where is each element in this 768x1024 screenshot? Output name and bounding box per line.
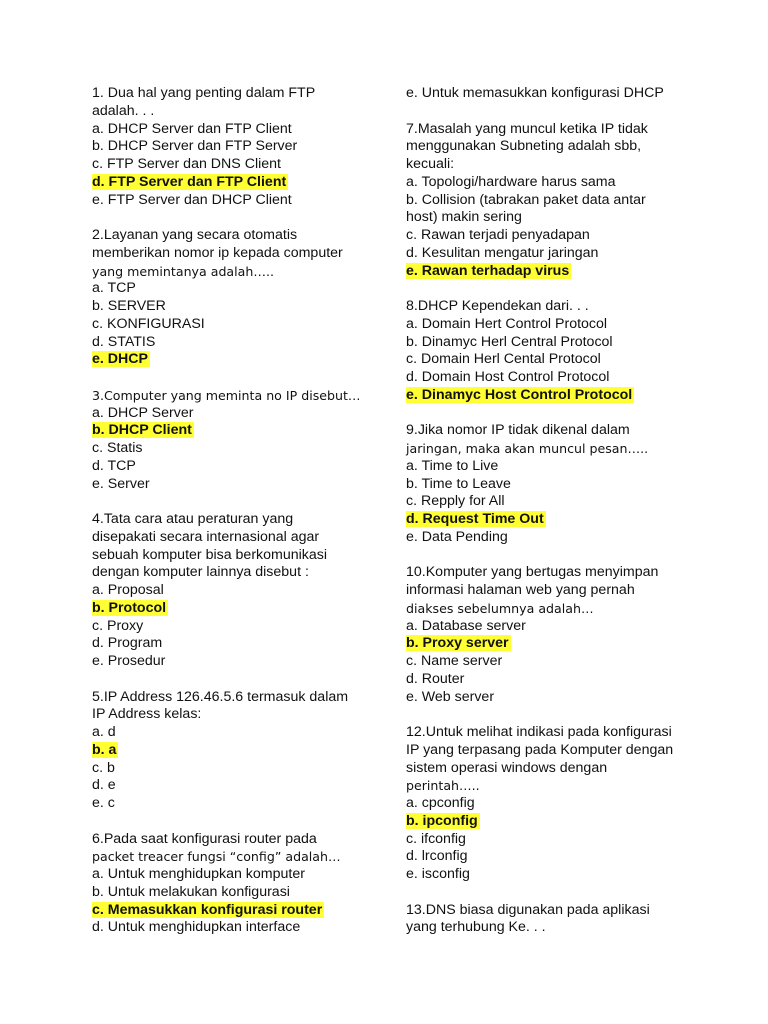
highlighted-answer-text: b. a (92, 741, 117, 758)
text-line (406, 85, 706, 103)
line-text: d. TCP (92, 457, 136, 474)
text-line (92, 582, 392, 600)
text-line (406, 440, 706, 458)
line-text: perintah….. (406, 778, 480, 794)
line-text: a. Domain Hert Control Protocol (406, 315, 608, 332)
text-line (406, 724, 706, 742)
text-line (406, 422, 706, 440)
answer-line (92, 174, 392, 192)
line-text: sistem operasi windows dengan (406, 759, 608, 776)
line-text: b. Time to Leave (406, 475, 511, 492)
text-line (406, 564, 706, 582)
line-text: diakses sebelumnya adalah… (406, 600, 594, 616)
line-text: 13.DNS biasa digunakan pada aplikasi (406, 901, 650, 918)
text-line (406, 902, 706, 920)
text-line (92, 635, 392, 653)
text-line (406, 795, 706, 813)
text-line (92, 848, 392, 866)
text-line (406, 760, 706, 778)
line-text: d. Domain Host Control Protocol (406, 369, 610, 385)
line-text: e. c (92, 795, 115, 811)
text-line (406, 742, 706, 760)
text-line (406, 121, 706, 139)
line-text: dengan komputer lainnya disebut : (92, 564, 309, 581)
highlighted-answer-text: b. ipconfig (406, 812, 478, 829)
blank-line (92, 671, 392, 689)
answer-line (406, 511, 706, 529)
highlighted-answer-text: e. Dinamyc Host Control Protocol (406, 386, 633, 403)
left-column (92, 85, 392, 937)
text-line (92, 618, 392, 636)
blank-line (92, 369, 392, 387)
text-line (92, 706, 392, 724)
line-text: yang memintanya adalah….. (92, 263, 274, 279)
answer-line (406, 263, 706, 281)
line-text: a. cpconfig (406, 795, 475, 811)
answer-line (92, 902, 392, 920)
answer-line (406, 635, 706, 653)
text-line (92, 777, 392, 795)
blank-line (406, 103, 706, 121)
blank-line (406, 405, 706, 423)
text-line (92, 85, 392, 103)
text-line (92, 724, 392, 742)
line-text: 3.Computer yang meminta no IP disebut… (92, 387, 361, 403)
text-line (92, 653, 392, 671)
text-line (92, 334, 392, 352)
text-line (406, 848, 706, 866)
text-line (92, 103, 392, 121)
line-text: e. FTP Server dan DHCP Client (92, 191, 292, 208)
line-text: 8.DHCP Kependekan dari. . . (406, 298, 589, 314)
answer-line (92, 600, 392, 618)
text-line (406, 493, 706, 511)
line-text: b. DHCP Server dan FTP Server (92, 138, 298, 155)
text-line (92, 138, 392, 156)
text-line (92, 458, 392, 476)
text-line (406, 174, 706, 192)
line-text: b. Dinamyc Herl Central Protocol (406, 333, 613, 350)
text-line (406, 227, 706, 245)
highlighted-answer-text: c. Memasukkan konfigurasi router (92, 901, 323, 918)
line-text: a. DHCP Server (92, 404, 194, 421)
line-text: c. Rawan terjadi penyadapan (406, 227, 590, 243)
text-line (406, 156, 706, 174)
line-text: c. Proxy (92, 617, 144, 634)
text-line (406, 618, 706, 636)
text-line (406, 831, 706, 849)
line-text: host) makin sering (406, 209, 522, 226)
blank-line (406, 547, 706, 565)
highlighted-answer-text: e. DHCP (92, 351, 148, 368)
line-text: a. Database server (406, 617, 526, 634)
line-text: a. Topologi/hardware harus sama (406, 173, 616, 190)
text-line (92, 689, 392, 707)
text-line (92, 529, 392, 547)
text-line (92, 227, 392, 245)
highlighted-answer-text: b. Proxy server (406, 635, 509, 652)
text-line (92, 884, 392, 902)
line-text: c. ifconfig (406, 830, 466, 847)
text-line (406, 316, 706, 334)
text-line (406, 777, 706, 795)
line-text: 1. Dua hal yang penting dalam FTP (92, 85, 316, 101)
text-line (92, 440, 392, 458)
line-text: jaringan, maka akan muncul pesan….. (406, 441, 649, 456)
line-text: informasi halaman web yang pernah (406, 582, 635, 598)
answer-line (406, 813, 706, 831)
highlighted-answer-text: d. FTP Server dan FTP Client (92, 173, 287, 190)
line-text: 12.Untuk melihat indikasi pada konfigurasi (406, 724, 672, 740)
text-line (92, 316, 392, 334)
text-line (92, 280, 392, 298)
text-line (406, 334, 706, 352)
text-line (406, 458, 706, 476)
text-line (92, 298, 392, 316)
blank-line (406, 280, 706, 298)
line-text: a. Proposal (92, 582, 164, 598)
line-text: 5.IP Address 126.46.5.6 termasuk dalam (92, 688, 349, 705)
text-line (92, 405, 392, 423)
line-text: menggunakan Subneting adalah sbb, (406, 138, 642, 155)
blank-line (92, 493, 392, 511)
line-text: a. Untuk menghidupkan komputer (92, 866, 305, 882)
line-text: d. STATIS (92, 333, 156, 350)
line-text: a. d (92, 724, 116, 740)
text-line (92, 760, 392, 778)
highlighted-answer-text: e. Rawan terhadap virus (406, 262, 570, 279)
line-text: 7.Masalah yang muncul ketika IP tidak (406, 120, 648, 137)
blank-line (406, 706, 706, 724)
line-text: kecuali: (406, 156, 455, 172)
text-line (92, 831, 392, 849)
text-line (406, 582, 706, 600)
line-text: d. lrconfig (406, 848, 468, 865)
text-line (406, 653, 706, 671)
text-line (92, 547, 392, 565)
line-text: c. Name server (406, 653, 503, 669)
line-text: a. TCP (92, 280, 136, 297)
text-line (92, 866, 392, 884)
line-text: IP Address kelas: (92, 706, 202, 723)
highlighted-answer-text: b. DHCP Client (92, 422, 192, 439)
line-text: c. Repply for All (406, 493, 505, 510)
blank-line (406, 884, 706, 902)
line-text: c. FTP Server dan DNS Client (92, 156, 281, 172)
line-text: b. SERVER (92, 298, 166, 314)
line-text: e. isconfig (406, 866, 470, 882)
text-line (406, 138, 706, 156)
text-line (406, 866, 706, 884)
text-line (92, 511, 392, 529)
text-line (406, 689, 706, 707)
line-text: c. KONFIGURASI (92, 315, 205, 332)
line-text: c. Statis (92, 440, 143, 456)
text-line (406, 245, 706, 263)
line-text: yang terhubung Ke. . . (406, 919, 546, 936)
line-text: adalah. . . (92, 102, 155, 119)
line-text: memberikan nomor ip kepada computer (92, 244, 343, 261)
line-text: disepakati secara internasional agar (92, 528, 320, 545)
text-line (92, 476, 392, 494)
line-text: packet treacer fungsi “config” adalah… (92, 849, 341, 865)
text-line (92, 564, 392, 582)
text-line (406, 351, 706, 369)
blank-line (92, 813, 392, 831)
line-text: e. Untuk memasukkan konfigurasi DHCP (406, 85, 664, 101)
line-text: c. Domain Herl Cental Protocol (406, 351, 601, 368)
highlighted-answer-text: d. Request Time Out (406, 511, 544, 527)
line-text: e. Web server (406, 688, 495, 705)
text-line (92, 795, 392, 813)
line-text: e. Server (92, 475, 150, 492)
text-line (406, 192, 706, 210)
line-text: a. Time to Live (406, 457, 499, 474)
text-line (406, 209, 706, 227)
text-line (92, 263, 392, 281)
answer-line (92, 742, 392, 760)
text-line (406, 369, 706, 387)
text-line (406, 919, 706, 937)
blank-line (92, 209, 392, 227)
text-line (92, 919, 392, 937)
text-line (92, 156, 392, 174)
line-text: 6.Pada saat konfigurasi router pada (92, 830, 317, 847)
right-column (406, 85, 706, 937)
answer-line (406, 387, 706, 405)
highlighted-answer-text: b. Protocol (92, 599, 167, 616)
text-line (92, 192, 392, 210)
text-line (406, 476, 706, 494)
answer-line (92, 351, 392, 369)
line-text: d. Router (406, 670, 465, 687)
text-line (92, 121, 392, 139)
text-line (92, 245, 392, 263)
answer-line (92, 422, 392, 440)
line-text: b. Collision (tabrakan paket data antar (406, 191, 646, 208)
line-text: d. Untuk menghidupkan interface (92, 919, 301, 936)
text-line (406, 298, 706, 316)
line-text: d. Kesulitan mengatur jaringan (406, 244, 599, 261)
line-text: 9.Jika nomor IP tidak dikenal dalam (406, 422, 630, 439)
line-text: e. Data Pending (406, 528, 508, 545)
line-text: IP yang terpasang pada Komputer dengan (406, 741, 674, 758)
line-text: c. b (92, 759, 115, 776)
line-text: b. Untuk melakukan konfigurasi (92, 883, 290, 900)
line-text: 10.Komputer yang bertugas menyimpan (406, 564, 659, 581)
line-text: 4.Tata cara atau peraturan yang (92, 511, 294, 527)
line-text: sebuah komputer bisa berkomunikasi (92, 546, 328, 563)
text-line (92, 387, 392, 405)
text-line (406, 671, 706, 689)
text-line (406, 600, 706, 618)
text-line (406, 529, 706, 547)
line-text: d. Program (92, 635, 163, 652)
line-text: 2.Layanan yang secara otomatis (92, 227, 298, 243)
line-text: d. e (92, 777, 116, 794)
line-text: e. Prosedur (92, 653, 166, 669)
line-text: a. DHCP Server dan FTP Client (92, 120, 292, 137)
